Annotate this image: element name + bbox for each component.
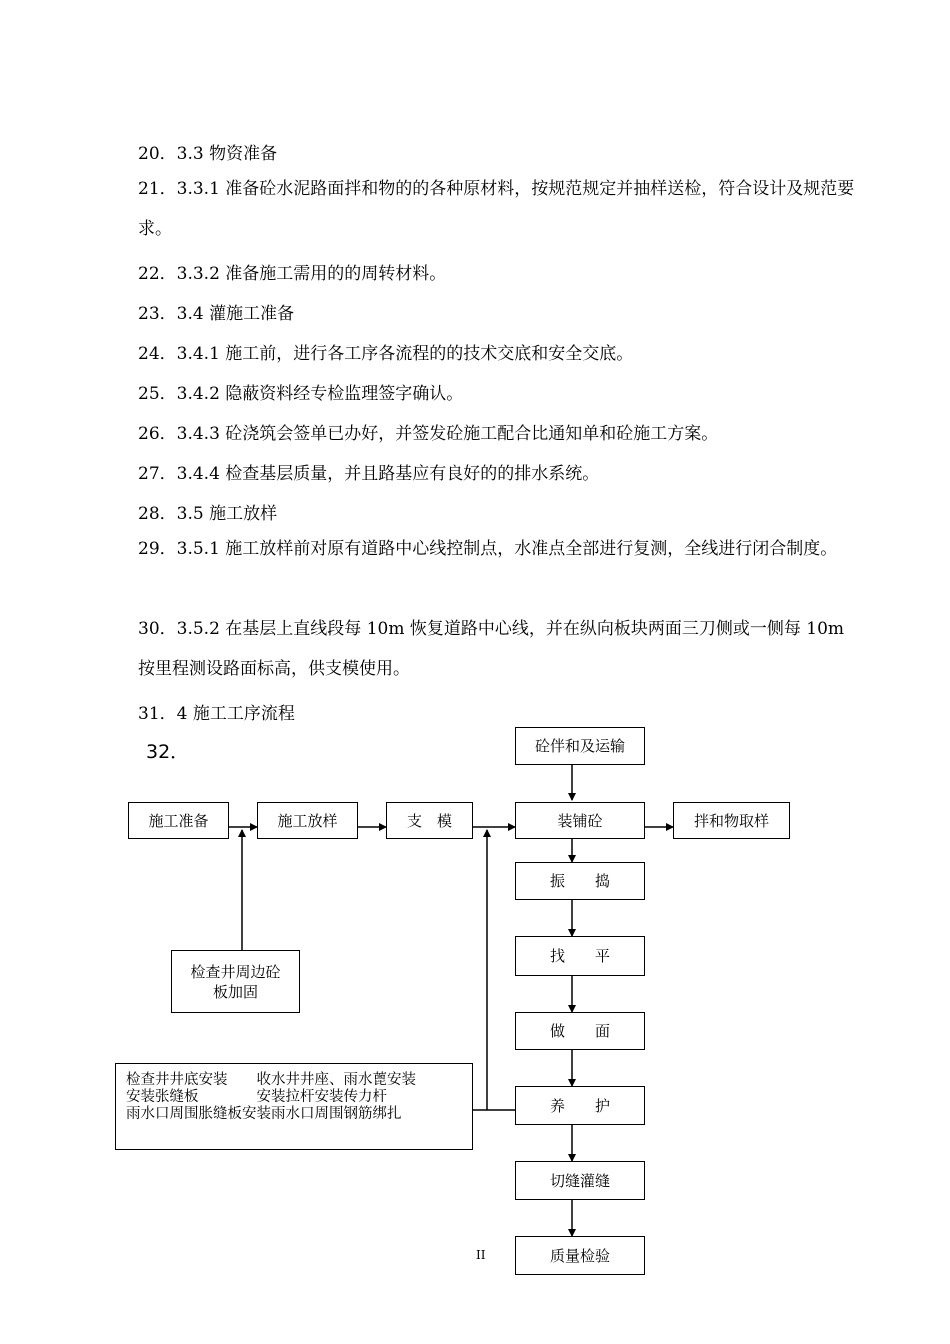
page-number: II — [476, 1248, 486, 1262]
box-check-manhole — [171, 950, 300, 1013]
box-level — [515, 936, 645, 976]
box-cure — [515, 1086, 645, 1125]
box-paving-label: 装铺砼 — [557, 811, 603, 830]
para-29-text: 29．3.5.1 施工放样前对原有道路中心线控制点，水准点全部进行复测，全线进行闭合制度。 — [138, 539, 838, 559]
para-21-text: 21．3.3.1 准备砼水泥路面拌和物的的各种原材料，按规范规定并抽样送检，符合设计及规范要求。 — [138, 179, 855, 239]
box-vibrate-label: 振 捣 — [549, 872, 610, 890]
install-line-3: 雨水口周围胀缝板安装雨水口周围钢筋绑扎 — [126, 1106, 402, 1122]
para-22: 22．3.3.2 准备施工需用的的周转材料。 — [138, 264, 447, 284]
box-quality — [515, 1236, 645, 1275]
box-prep — [128, 802, 229, 839]
para-30-text: 30．3.5.2 在基层上直线段每 10m 恢复道路中心线，并在纵向板块两面三刀侧或一侧每 10m 按里程测设路面标高，供支模使用。 — [138, 619, 845, 679]
box-quality-label: 质量检验 — [549, 1246, 610, 1265]
install-line-2: 安装张缝板 安装拉杆安装传力杆 — [126, 1089, 387, 1105]
box-mixing — [515, 727, 645, 765]
box-cure-label: 养 护 — [549, 1096, 610, 1115]
para-31: 31．4 施工工序流程 — [138, 704, 295, 724]
box-formwork — [386, 802, 473, 839]
box-vibrate — [515, 862, 645, 900]
box-check-manhole-label: 检查井周边砼板加固 — [190, 962, 281, 1001]
box-surface — [515, 1012, 645, 1050]
box-sampling — [673, 802, 790, 839]
para-25: 25．3.4.2 隐蔽资料经专检监理签字确认。 — [138, 384, 464, 404]
para-24: 24．3.4.1 施工前，进行各工序各流程的的技术交底和安全交底。 — [138, 344, 634, 364]
flow-number: 32． — [146, 741, 190, 763]
para-26: 26．3.4.3 砼浇筑会签单已办好，并签发砼施工配合比通知单和砼施工方案。 — [138, 424, 719, 444]
para-20: 20．3.3 物资准备 — [138, 144, 278, 164]
box-level-label: 找 平 — [549, 947, 610, 965]
box-mixing-label: 砼伴和及运输 — [534, 737, 625, 755]
box-sampling-label: 拌和物取样 — [693, 811, 769, 830]
box-cut-joint-label: 切缝灌缝 — [549, 1171, 610, 1190]
box-layout — [257, 802, 358, 839]
box-prep-label: 施工准备 — [148, 811, 209, 830]
install-line-1: 检查井井底安装 收水井井座、雨水蓖安装 — [126, 1072, 416, 1088]
box-formwork-label: 支 模 — [406, 811, 452, 830]
box-cut-joint — [515, 1161, 645, 1200]
box-layout-label: 施工放样 — [277, 811, 338, 830]
box-paving — [515, 802, 645, 839]
box-surface-label: 做 面 — [549, 1022, 610, 1040]
box-install — [115, 1063, 473, 1150]
para-28: 28．3.5 施工放样 — [138, 504, 278, 524]
para-27: 27．3.4.4 检查基层质量，并且路基应有良好的的排水系统。 — [138, 464, 600, 484]
para-23: 23．3.4 灌施工准备 — [138, 304, 295, 324]
